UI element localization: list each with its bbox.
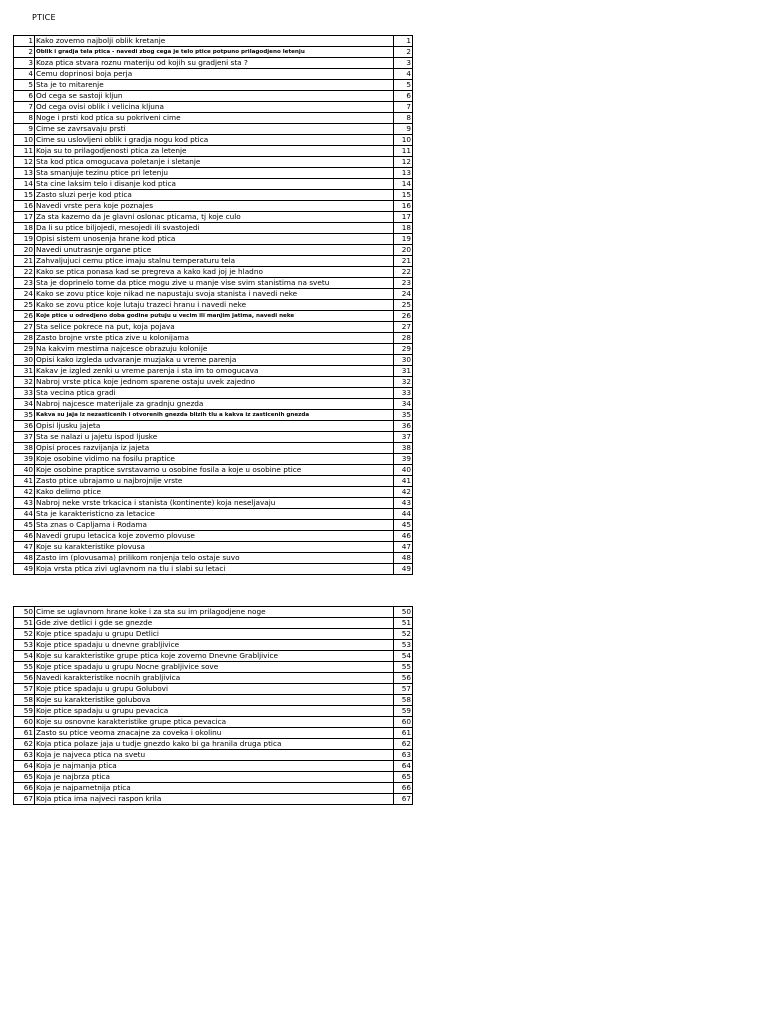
table-row: [14, 717, 413, 728]
question-text: Nabroj neke vrste trkacica i stanista (kontinente) koja neseljavaju: [35, 498, 394, 509]
row-number-right: 34: [394, 399, 413, 410]
row-number: 56: [14, 673, 35, 684]
table-row: [14, 673, 413, 684]
row-number: 61: [14, 728, 35, 739]
question-text: Cemu doprinosi boja perja: [35, 69, 394, 80]
row-number: 65: [14, 772, 35, 783]
row-number: 11: [14, 146, 35, 157]
table-row: [14, 58, 413, 69]
row-number-right: 25: [394, 300, 413, 311]
row-number: 5: [14, 80, 35, 91]
row-number-right: 40: [394, 465, 413, 476]
question-text: Navedi unutrasnje organe ptice: [35, 245, 394, 256]
row-number: 35: [14, 410, 35, 421]
table-row: [14, 706, 413, 717]
question-text: Koja ptica ima najveci raspon krila: [35, 794, 394, 805]
row-number: 48: [14, 553, 35, 564]
table-row: [14, 223, 413, 234]
row-number-right: 47: [394, 542, 413, 553]
table-row: [14, 201, 413, 212]
question-text: Koza ptica stvara roznu materiju od kojih su gradjeni sta ?: [35, 58, 394, 69]
row-number: 63: [14, 750, 35, 761]
question-text: Kakva su jaja iz nezasticenih i otvorenih gnezda blizih tlu a kakva iz zasticenih gnezda: [35, 410, 394, 421]
row-number-right: 46: [394, 531, 413, 542]
table-row: [14, 432, 413, 443]
table-row: [14, 113, 413, 124]
page-title: PTICE: [32, 13, 56, 22]
row-number-right: 45: [394, 520, 413, 531]
table-row: [14, 695, 413, 706]
question-text: Zahvaljujuci cemu ptice imaju stalnu temperaturu tela: [35, 256, 394, 267]
question-text: Koja je najpametnija ptica: [35, 783, 394, 794]
question-text: Cime se uglavnom hrane koke i za sta su im prilagodjene noge: [35, 607, 394, 618]
question-text: Koje su karakteristike grupe ptica koje zovemo Dnevne Grabljivice: [35, 651, 394, 662]
question-text: Cime se zavrsavaju prsti: [35, 124, 394, 135]
table-row: [14, 509, 413, 520]
question-text: Sta znas o Capljama i Rodama: [35, 520, 394, 531]
row-number: 38: [14, 443, 35, 454]
table-row: [14, 607, 413, 618]
row-number-right: 42: [394, 487, 413, 498]
row-number-right: 64: [394, 761, 413, 772]
row-number-right: 31: [394, 366, 413, 377]
table-row: [14, 190, 413, 201]
row-number-right: 12: [394, 157, 413, 168]
question-text: Sta je karakteristicno za letacice: [35, 509, 394, 520]
table-row: [14, 618, 413, 629]
row-number-right: 44: [394, 509, 413, 520]
question-text: Koje ptice u odredjeno doba godine putuju u vecim ili manjim jatima, navedi neke: [35, 311, 394, 322]
table-row: [14, 465, 413, 476]
row-number-right: 61: [394, 728, 413, 739]
row-number-right: 10: [394, 135, 413, 146]
row-number: 64: [14, 761, 35, 772]
row-number-right: 65: [394, 772, 413, 783]
question-text: Koje su karakteristike plovusa: [35, 542, 394, 553]
row-number-right: 58: [394, 695, 413, 706]
table-row: [14, 651, 413, 662]
row-number-right: 54: [394, 651, 413, 662]
row-number: 16: [14, 201, 35, 212]
table-row: [14, 684, 413, 695]
question-text: Koja vrsta ptica zivi uglavnom na tlu i slabi su letaci: [35, 564, 394, 575]
row-number: 47: [14, 542, 35, 553]
row-number: 57: [14, 684, 35, 695]
row-number: 46: [14, 531, 35, 542]
question-text: Koja su to prilagodjenosti ptica za letenje: [35, 146, 394, 157]
table-row: [14, 553, 413, 564]
table-row: [14, 69, 413, 80]
question-text: Koja ptica polaze jaja u tudje gnezdo kako bi ga hranila druga ptica: [35, 739, 394, 750]
row-number-right: 35: [394, 410, 413, 421]
table-row: [14, 531, 413, 542]
table-row: [14, 410, 413, 421]
table-row: [14, 300, 413, 311]
row-number-right: 62: [394, 739, 413, 750]
question-text: Opisi proces razvijanja iz jajeta: [35, 443, 394, 454]
question-text: Koje ptice spadaju u dnevne grabljivice: [35, 640, 394, 651]
row-number: 39: [14, 454, 35, 465]
row-number-right: 53: [394, 640, 413, 651]
question-text: Koja je najveca ptica na svetu: [35, 750, 394, 761]
row-number: 42: [14, 487, 35, 498]
table-row: [14, 80, 413, 91]
row-number: 62: [14, 739, 35, 750]
table-row: [14, 212, 413, 223]
question-text: Zasto brojne vrste ptica zive u kolonijama: [35, 333, 394, 344]
question-text: Koja je najmanja ptica: [35, 761, 394, 772]
question-text: Koje osobine praptice svrstavamo u osobine fosila a koje u osobine ptice: [35, 465, 394, 476]
table-row: [14, 520, 413, 531]
row-number-right: 56: [394, 673, 413, 684]
row-number: 43: [14, 498, 35, 509]
row-number-right: 16: [394, 201, 413, 212]
table-row: [14, 311, 413, 322]
question-text: Opisi sistem unosenja hrane kod ptica: [35, 234, 394, 245]
row-number-right: 48: [394, 553, 413, 564]
row-number: 66: [14, 783, 35, 794]
table-row: [14, 322, 413, 333]
table-row: [14, 157, 413, 168]
row-number-right: 6: [394, 91, 413, 102]
row-number: 23: [14, 278, 35, 289]
row-number: 6: [14, 91, 35, 102]
questions-table-1-body: [14, 36, 413, 575]
table-row: [14, 344, 413, 355]
row-number-right: 27: [394, 322, 413, 333]
question-text: Opisi kako izgleda udvaranje muzjaka u vreme parenja: [35, 355, 394, 366]
table-row: [14, 443, 413, 454]
row-number: 37: [14, 432, 35, 443]
question-text: Nabroj najcesce materijale za gradnju gnezda: [35, 399, 394, 410]
row-number: 1: [14, 36, 35, 47]
table-row: [14, 377, 413, 388]
table-row: [14, 739, 413, 750]
table-row: [14, 388, 413, 399]
row-number: 8: [14, 113, 35, 124]
question-text: Zasto im (plovusama) prilikom ronjenja telo ostaje suvo: [35, 553, 394, 564]
row-number-right: 26: [394, 311, 413, 322]
question-text: Kako se zovu ptice koje lutaju trazeci hranu i navedi neke: [35, 300, 394, 311]
row-number-right: 41: [394, 476, 413, 487]
question-text: Sta cine laksim telo i disanje kod ptica: [35, 179, 394, 190]
table-row: [14, 179, 413, 190]
table-row: [14, 146, 413, 157]
table-row: [14, 36, 413, 47]
row-number-right: 38: [394, 443, 413, 454]
question-text: Kako zovemo najbolji oblik kretanje: [35, 36, 394, 47]
row-number-right: 55: [394, 662, 413, 673]
question-text: Noge i prsti kod ptica su pokriveni cime: [35, 113, 394, 124]
question-text: Na kakvim mestima najcesce obrazuju kolonije: [35, 344, 394, 355]
row-number-right: 11: [394, 146, 413, 157]
row-number-right: 30: [394, 355, 413, 366]
row-number-right: 43: [394, 498, 413, 509]
table-row: [14, 454, 413, 465]
question-text: Cime su uslovljeni oblik i gradja nogu kod ptica: [35, 135, 394, 146]
row-number: 36: [14, 421, 35, 432]
row-number: 30: [14, 355, 35, 366]
questions-table-1: [13, 35, 413, 575]
table-row: [14, 750, 413, 761]
row-number-right: 37: [394, 432, 413, 443]
table-row: [14, 421, 413, 432]
question-text: Kako delimo ptice: [35, 487, 394, 498]
question-text: Koje su karakteristike golubova: [35, 695, 394, 706]
row-number: 52: [14, 629, 35, 640]
row-number: 58: [14, 695, 35, 706]
row-number-right: 51: [394, 618, 413, 629]
row-number: 31: [14, 366, 35, 377]
row-number-right: 36: [394, 421, 413, 432]
row-number: 12: [14, 157, 35, 168]
row-number: 50: [14, 607, 35, 618]
row-number-right: 24: [394, 289, 413, 300]
table-row: [14, 662, 413, 673]
row-number-right: 8: [394, 113, 413, 124]
row-number-right: 22: [394, 267, 413, 278]
row-number: 7: [14, 102, 35, 113]
table-row: [14, 728, 413, 739]
table-row: [14, 135, 413, 146]
table-row: [14, 245, 413, 256]
row-number: 67: [14, 794, 35, 805]
table-row: [14, 761, 413, 772]
table-row: [14, 234, 413, 245]
row-number-right: 66: [394, 783, 413, 794]
row-number: 40: [14, 465, 35, 476]
question-text: Za sta kazemo da je glavni oslonac pticama, tj koje culo: [35, 212, 394, 223]
table-row: [14, 278, 413, 289]
row-number-right: 50: [394, 607, 413, 618]
question-text: Koje ptice spadaju u grupu Nocne grabljivice sove: [35, 662, 394, 673]
row-number: 2: [14, 47, 35, 58]
question-text: Zasto su ptice veoma znacajne za coveka i okolinu: [35, 728, 394, 739]
question-text: Koje ptice spadaju u grupu Golubovi: [35, 684, 394, 695]
question-text: Navedi karakteristike nocnih grabljivica: [35, 673, 394, 684]
question-text: Koje osobine vidimo na fosilu praptice: [35, 454, 394, 465]
row-number-right: 49: [394, 564, 413, 575]
table-row: [14, 772, 413, 783]
question-text: Da li su ptice biljojedi, mesojedi ili svastojedi: [35, 223, 394, 234]
question-text: Od cega se sastoji kljun: [35, 91, 394, 102]
row-number-right: 23: [394, 278, 413, 289]
question-text: Zasto ptice ubrajamo u najbrojnije vrste: [35, 476, 394, 487]
row-number-right: 21: [394, 256, 413, 267]
table-row: [14, 47, 413, 58]
question-text: Sta smanjuje tezinu ptice pri letenju: [35, 168, 394, 179]
row-number: 32: [14, 377, 35, 388]
question-text: Oblik i gradja tela ptica - navedi zbog cega je telo ptice potpuno prilagodjeno letenju: [35, 47, 394, 58]
row-number-right: 2: [394, 47, 413, 58]
question-text: Sta selice pokrece na put, koja pojava: [35, 322, 394, 333]
row-number-right: 9: [394, 124, 413, 135]
row-number-right: 18: [394, 223, 413, 234]
row-number: 53: [14, 640, 35, 651]
row-number-right: 7: [394, 102, 413, 113]
row-number: 3: [14, 58, 35, 69]
row-number: 49: [14, 564, 35, 575]
question-text: Sta kod ptica omogucava poletanje i sletanje: [35, 157, 394, 168]
row-number: 51: [14, 618, 35, 629]
row-number-right: 52: [394, 629, 413, 640]
table-row: [14, 542, 413, 553]
row-number-right: 14: [394, 179, 413, 190]
row-number: 22: [14, 267, 35, 278]
row-number: 28: [14, 333, 35, 344]
question-text: Koje ptice spadaju u grupu Detlici: [35, 629, 394, 640]
row-number-right: 67: [394, 794, 413, 805]
row-number: 10: [14, 135, 35, 146]
row-number: 25: [14, 300, 35, 311]
row-number: 59: [14, 706, 35, 717]
table-row: [14, 267, 413, 278]
question-text: Navedi grupu letacica koje zovemo plovuse: [35, 531, 394, 542]
row-number: 17: [14, 212, 35, 223]
question-text: Koje ptice spadaju u grupu pevacica: [35, 706, 394, 717]
question-text: Sta je to mitarenje: [35, 80, 394, 91]
row-number: 33: [14, 388, 35, 399]
table-row: [14, 399, 413, 410]
table-row: [14, 476, 413, 487]
question-text: Kakav je izgled zenki u vreme parenja i sta im to omogucava: [35, 366, 394, 377]
table-row: [14, 91, 413, 102]
row-number-right: 63: [394, 750, 413, 761]
table-row: [14, 498, 413, 509]
row-number: 24: [14, 289, 35, 300]
row-number: 29: [14, 344, 35, 355]
table-row: [14, 794, 413, 805]
table-row: [14, 102, 413, 113]
row-number-right: 60: [394, 717, 413, 728]
table-row: [14, 168, 413, 179]
table-row: [14, 366, 413, 377]
row-number: 14: [14, 179, 35, 190]
row-number: 18: [14, 223, 35, 234]
table-row: [14, 289, 413, 300]
question-text: Sta je doprinelo tome da ptice mogu zive u manje vise svim stanistima na svetu: [35, 278, 394, 289]
question-text: Kako se ptica ponasa kad se pregreva a kako kad joj je hladno: [35, 267, 394, 278]
table-row: [14, 783, 413, 794]
table-row: [14, 355, 413, 366]
row-number: 21: [14, 256, 35, 267]
table-row: [14, 487, 413, 498]
row-number: 15: [14, 190, 35, 201]
question-text: Koje su osnovne karakteristike grupe ptica pevacica: [35, 717, 394, 728]
row-number-right: 17: [394, 212, 413, 223]
row-number: 55: [14, 662, 35, 673]
row-number-right: 59: [394, 706, 413, 717]
row-number: 9: [14, 124, 35, 135]
row-number-right: 29: [394, 344, 413, 355]
table-row: [14, 333, 413, 344]
row-number-right: 28: [394, 333, 413, 344]
row-number-right: 33: [394, 388, 413, 399]
row-number-right: 13: [394, 168, 413, 179]
row-number: 19: [14, 234, 35, 245]
question-text: Kako se zovu ptice koje nikad ne napustaju svoja stanista i navedi neke: [35, 289, 394, 300]
row-number: 34: [14, 399, 35, 410]
row-number-right: 57: [394, 684, 413, 695]
question-text: Nabroj vrste ptica koje jednom sparene ostaju uvek zajedno: [35, 377, 394, 388]
row-number-right: 15: [394, 190, 413, 201]
row-number-right: 20: [394, 245, 413, 256]
question-text: Od cega ovisi oblik i velicina kljuna: [35, 102, 394, 113]
row-number: 41: [14, 476, 35, 487]
row-number-right: 32: [394, 377, 413, 388]
table-row: [14, 629, 413, 640]
table-row: [14, 124, 413, 135]
questions-table-2-body: [14, 607, 413, 805]
question-text: Sta se nalazi u jajetu ispod ljuske: [35, 432, 394, 443]
question-text: Navedi vrste pera koje poznajes: [35, 201, 394, 212]
questions-table-2: [13, 606, 413, 805]
row-number: 4: [14, 69, 35, 80]
row-number-right: 4: [394, 69, 413, 80]
row-number: 20: [14, 245, 35, 256]
table-row: [14, 256, 413, 267]
row-number-right: 3: [394, 58, 413, 69]
row-number: 13: [14, 168, 35, 179]
question-text: Gde zive detlici i gde se gnezde: [35, 618, 394, 629]
table-row: [14, 640, 413, 651]
table-row: [14, 564, 413, 575]
row-number: 54: [14, 651, 35, 662]
question-text: Zasto sluzi perje kod ptica: [35, 190, 394, 201]
row-number: 60: [14, 717, 35, 728]
question-text: Sta vecina ptica gradi: [35, 388, 394, 399]
row-number: 27: [14, 322, 35, 333]
row-number: 26: [14, 311, 35, 322]
question-text: Koja je najbrza ptica: [35, 772, 394, 783]
row-number-right: 5: [394, 80, 413, 91]
row-number-right: 19: [394, 234, 413, 245]
row-number-right: 1: [394, 36, 413, 47]
question-text: Opisi ljusku jajeta: [35, 421, 394, 432]
row-number-right: 39: [394, 454, 413, 465]
row-number: 45: [14, 520, 35, 531]
row-number: 44: [14, 509, 35, 520]
